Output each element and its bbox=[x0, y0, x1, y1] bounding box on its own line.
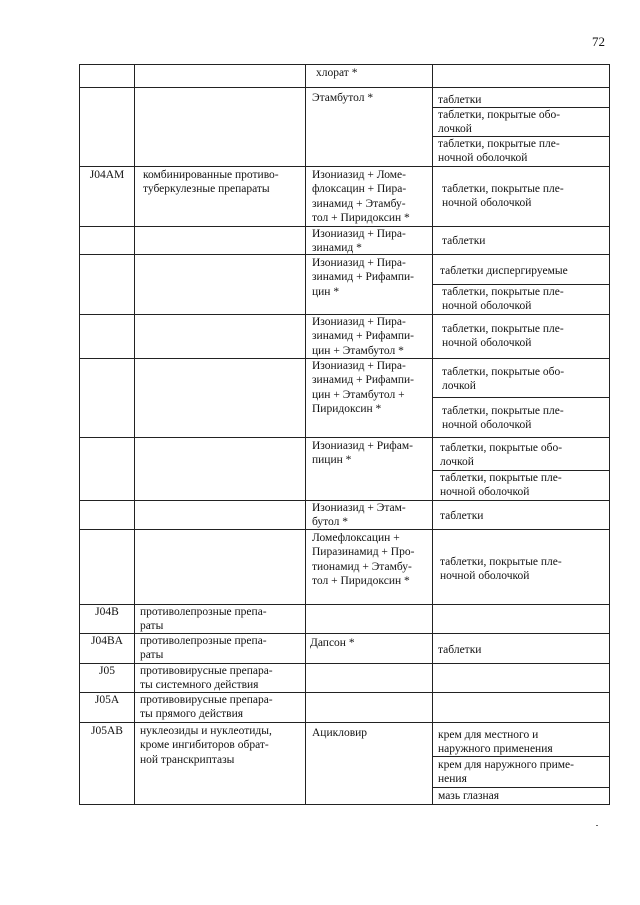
row-border bbox=[79, 64, 609, 65]
dosage-form: таблетки, покрытые обо- лочкой bbox=[442, 366, 565, 393]
group-name: противовирусные препара- ты системного действия bbox=[140, 665, 273, 692]
group-name: противолепрозные препа- раты bbox=[140, 635, 267, 662]
drug-name: Изониазид + Этам- бутол * bbox=[312, 502, 406, 529]
group-name: нуклеозиды и нуклеотиды, кроме ингибиторов обрат- ной транскриптазы bbox=[140, 725, 272, 766]
group-name: противолепрозные препа- раты bbox=[140, 606, 267, 633]
dosage-form: таблетки, покрытые обо- лочкой bbox=[440, 442, 563, 469]
dosage-form: таблетки, покрытые пле- ночной оболочкой bbox=[442, 405, 564, 432]
column-border bbox=[432, 64, 433, 805]
drug-name: Ломефлоксацин + Пиразинамид + Про- тионамид + Этамбу- тол + Пиридоксин * bbox=[312, 532, 415, 587]
row-border bbox=[79, 437, 609, 438]
row-border bbox=[79, 722, 609, 723]
drug-name: Этамбутол * bbox=[312, 92, 374, 104]
dosage-form: таблетки, покрытые пле- ночной оболочкой bbox=[440, 556, 562, 583]
row-border bbox=[79, 804, 609, 805]
page-number: 72 bbox=[592, 34, 605, 49]
dosage-form: таблетки, покрытые пле- ночной оболочкой bbox=[442, 286, 564, 313]
drug-name: Изониазид + Пира- зинамид + Рифампи- цин + Этамбутол * bbox=[312, 316, 414, 357]
dosage-form: таблетки, покрытые пле- ночной оболочкой bbox=[442, 183, 564, 210]
drug-name: Ацикловир bbox=[312, 727, 368, 739]
column-border bbox=[609, 64, 610, 805]
row-border bbox=[79, 166, 609, 167]
dosage-form: таблетки bbox=[442, 235, 486, 247]
dosage-form: таблетки, покрытые пле- ночной оболочкой bbox=[440, 472, 562, 499]
column-border bbox=[134, 64, 135, 805]
atc-code: J04BA bbox=[91, 635, 123, 647]
drug-name: хлорат * bbox=[316, 67, 358, 79]
drug-name: Изониазид + Пира- зинамид + Рифампи- цин * bbox=[312, 257, 414, 298]
form-border bbox=[432, 787, 609, 788]
dosage-form: таблетки bbox=[438, 644, 482, 656]
dosage-form: таблетки, покрытые пле- ночной оболочкой bbox=[438, 138, 560, 165]
atc-code: J04AM bbox=[89, 169, 125, 181]
drug-name: Дапсон * bbox=[310, 637, 355, 649]
dosage-form: таблетки, покрытые пле- ночной оболочкой bbox=[442, 323, 564, 350]
dosage-form: таблетки bbox=[440, 510, 484, 522]
row-border bbox=[79, 87, 609, 88]
dosage-form: таблетки диспергируемые bbox=[440, 265, 568, 277]
atc-code: J05A bbox=[94, 694, 120, 706]
drug-name: Изониазид + Рифам- пицин * bbox=[312, 440, 413, 467]
drug-name: Изониазид + Пира- зинамид * bbox=[312, 228, 406, 255]
column-border bbox=[305, 64, 306, 805]
dosage-form: крем для местного и наружного применения bbox=[438, 729, 553, 756]
atc-code: J04B bbox=[95, 606, 119, 618]
drug-name: Изониазид + Пира- зинамид + Рифампи- цин + Этамбутол + Пиридоксин * bbox=[312, 360, 414, 415]
group-name: противовирусные препара- ты прямого действия bbox=[140, 694, 273, 721]
dosage-form: таблетки bbox=[438, 94, 482, 106]
scan-speck bbox=[596, 825, 598, 826]
drug-name: Изониазид + Ломе- флоксацин + Пира- зинамид + Этамбу- тол + Пиридоксин * bbox=[312, 169, 410, 224]
group-name: комбинированные противо- туберкулезные препараты bbox=[143, 169, 279, 196]
atc-code: J05AB bbox=[91, 725, 123, 737]
dosage-form: крем для наружного приме- нения bbox=[438, 759, 574, 786]
form-border bbox=[432, 397, 609, 398]
dosage-form: мазь глазная bbox=[438, 790, 500, 802]
atc-code: J05 bbox=[99, 665, 115, 677]
dosage-form: таблетки, покрытые обо- лочкой bbox=[438, 109, 561, 136]
